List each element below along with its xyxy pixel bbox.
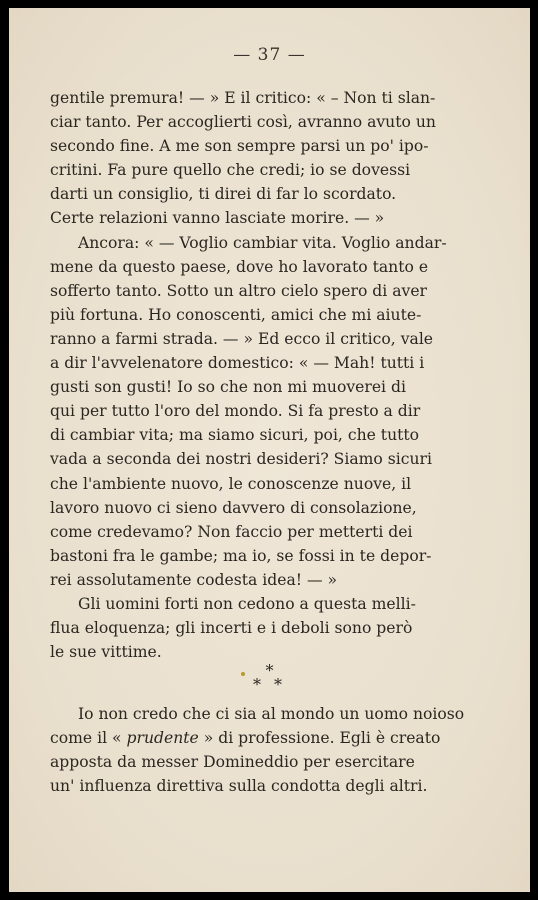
italic-word: prudente (126, 729, 199, 748)
asterism-separator (9, 661, 530, 694)
asterism-bottom: * * (252, 675, 287, 694)
text-line: un' influenza direttiva sulla condotta degli altri. (50, 777, 428, 796)
text-line: Io non credo che ci sia al mondo un uomo noioso (78, 705, 465, 723)
text-line: le sue vittime. (50, 643, 162, 662)
text-line: Ancora: « — Voglio cambiar vita. Voglio andar- (78, 233, 447, 252)
paragraph-2 (50, 231, 489, 592)
text-line: bastoni fra le gambe; ma io, se fossi in te depor- (50, 546, 432, 565)
text-line: secondo fine. A me son sempre parsi un po' ipo- (50, 137, 429, 156)
text-segment: » di professione. Egli è creato (198, 729, 441, 748)
text-line: Gli uomini forti non cedono a questa melli- (78, 594, 416, 613)
text-line: ranno a farmi strada. — » Ed ecco il critico, vale (50, 329, 434, 348)
text-line: qui per tutto l'oro del mondo. Si fa presto a dir (50, 402, 421, 421)
text-line: darti un consiglio, ti direi di far lo scordato. (50, 185, 397, 204)
text-line: ciar tanto. Per accoglierti così, avranno avuto un (50, 113, 436, 132)
text-line: a dir l'avvelenatore domestico: « — Mah! tutti i (50, 354, 425, 373)
text-line: gentile premura! — » E il critico: « – Non ti slan- (50, 89, 436, 107)
text-line: di cambiar vita; ma siamo sicuri, poi, che tutto (50, 426, 420, 445)
paragraph-3 (50, 592, 489, 664)
text-line: mene da questo paese, dove ho lavorato tanto e (50, 257, 429, 276)
paragraph-1 (50, 86, 489, 231)
book-page (9, 8, 530, 892)
paragraph-4 (50, 702, 489, 798)
text-line: più fortuna. Ho conoscenti, amici che mi aiute- (50, 305, 422, 324)
text-line: gusti son gusti! Io so che non mi muoverei di (50, 378, 406, 397)
text-line: lavoro nuovo ci sieno davvero di consolazione, (50, 498, 417, 517)
text-line (50, 726, 489, 750)
text-line: come credevamo? Non faccio per metterti dei (50, 522, 413, 541)
text-body-section-2 (50, 702, 489, 798)
text-line: vada a seconda dei nostri desideri? Siamo sicuri (50, 450, 432, 469)
text-line: apposta da messer Domineddio per esercitare (50, 753, 415, 772)
text-body (50, 86, 489, 664)
text-line: sofferto tanto. Sotto un altro cielo spero di aver (50, 281, 428, 300)
text-line: Certe relazioni vanno lasciate morire. — » (50, 209, 385, 228)
page-number: — 37 — (233, 45, 306, 65)
text-line: critini. Fa pure quello che credi; io se dovessi (50, 161, 411, 180)
text-line: flua eloquenza; gli incerti e i deboli sono però (50, 619, 413, 638)
text-line: che l'ambiente nuovo, le conoscenze nuove, il (50, 474, 412, 493)
text-segment: come il « (50, 729, 127, 748)
text-line: rei assolutamente codesta idea! — » (50, 570, 338, 589)
asterism-top: * (265, 661, 274, 680)
